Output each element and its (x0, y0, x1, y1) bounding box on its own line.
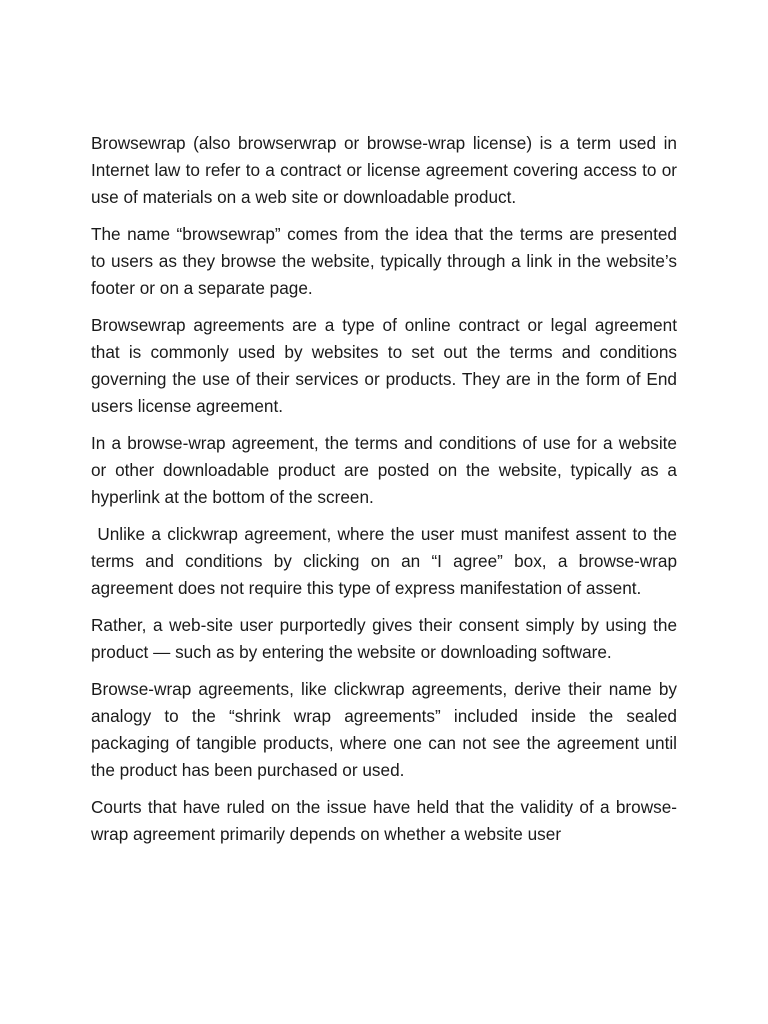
document-body (91, 130, 682, 848)
paragraph-terms-posting: In a browse-wrap agreement, the terms and conditions of use for a website or other downloadable product are posted on the website, typically as a hyperlink at the bottom of the screen. (91, 433, 677, 507)
paragraph-clickwrap-comparison: Unlike a clickwrap agreement, where the user must manifest assent to the terms and conditions by clicking on an “I agree” box, a browse-wrap agreement does not require this type of express manifestation of assent. (91, 524, 682, 598)
paragraph-consent-by-use: Rather, a web-site user purportedly gives their consent simply by using the product — such as by entering the website or downloading software. (91, 615, 677, 662)
paragraph-agreement-type: Browsewrap agreements are a type of online contract or legal agreement that is commonly used by websites to set out the terms and conditions governing the use of their services or products. They are in the form of End users license agreement. (91, 315, 677, 416)
paragraph-name-analogy: Browse-wrap agreements, like clickwrap agreements, derive their name by analogy to the “shrink wrap agreements” included inside the sealed packaging of tangible products, where one can not see the agreement until the product has been purchased or used. (91, 679, 677, 780)
paragraph-browsewrap-definition: Browsewrap (also browserwrap or browse-wrap license) is a term used in Internet law to refer to a contract or license agreement covering access to or use of materials on a web site or downloadable product. (91, 133, 677, 207)
paragraph-court-validity: Courts that have ruled on the issue have held that the validity of a browse-wrap agreement primarily depends on whether a website user (91, 797, 677, 844)
paragraph-name-origin: The name “browsewrap” comes from the idea that the terms are presented to users as they browse the website, typically through a link in the website’s footer or on a separate page. (91, 224, 677, 298)
